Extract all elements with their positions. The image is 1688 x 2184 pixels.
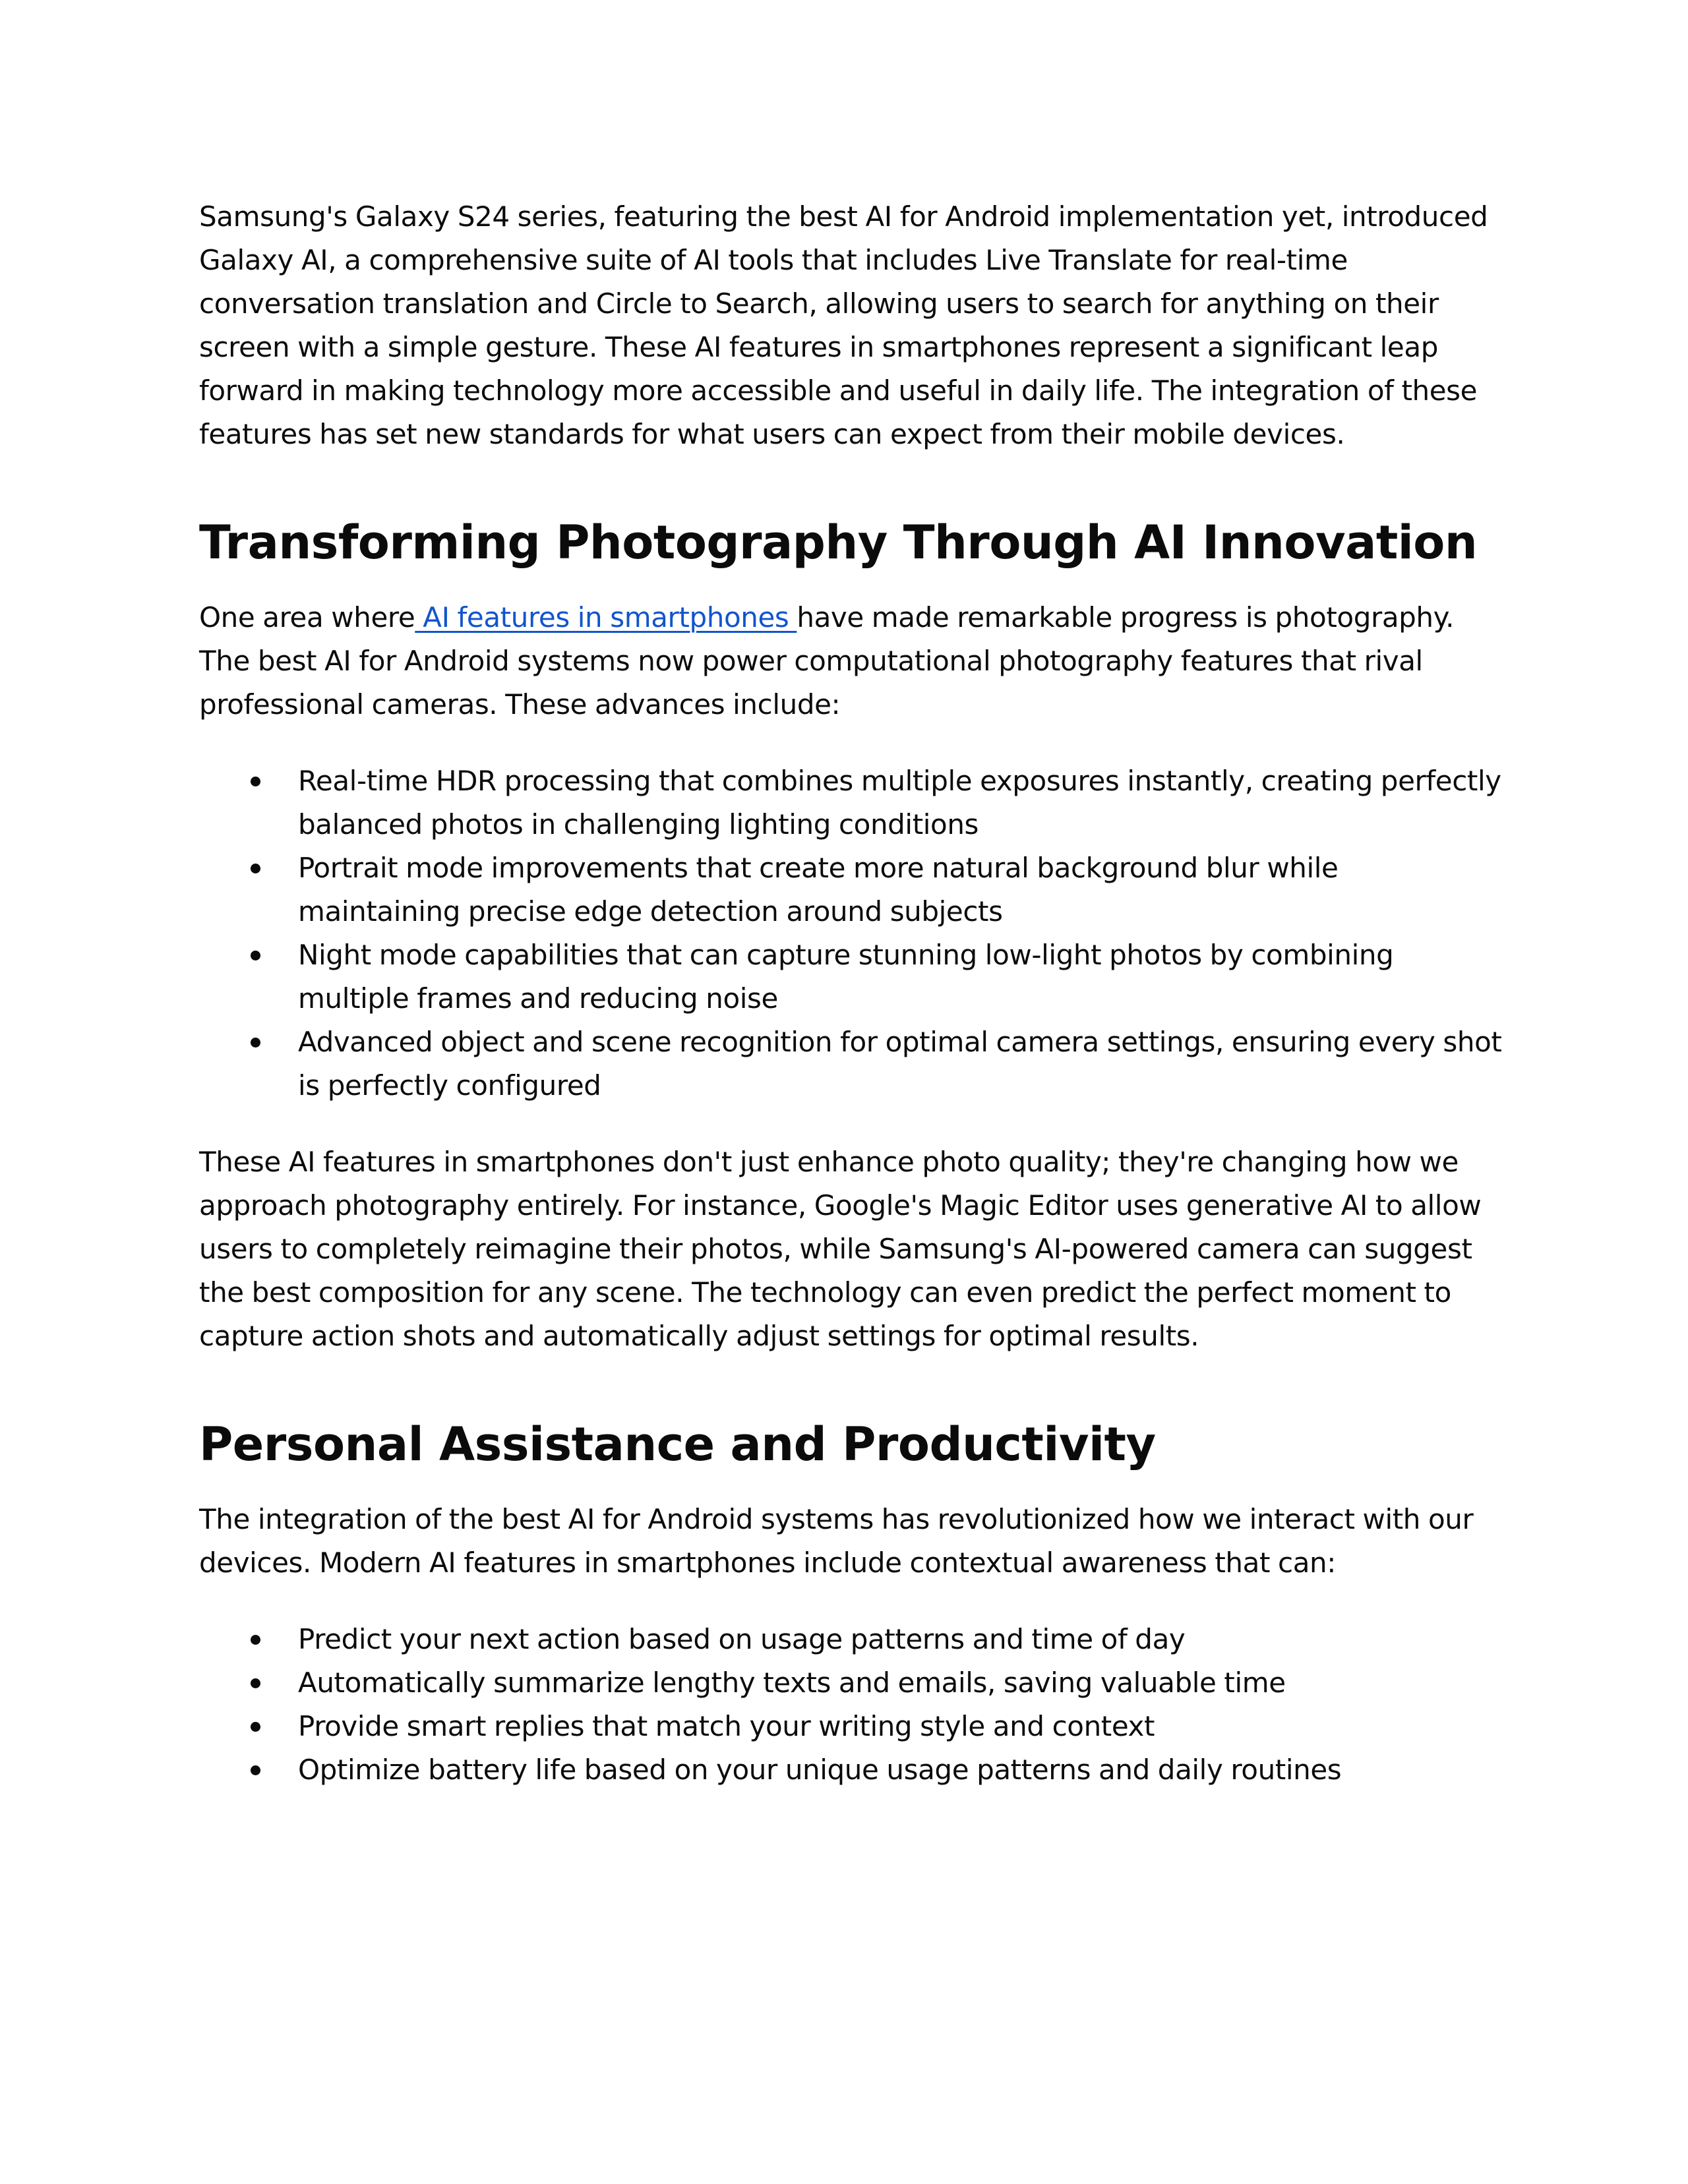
bullet-icon	[251, 951, 260, 960]
list-item	[199, 1748, 1505, 1792]
list-item	[199, 933, 1505, 1020]
bullet-icon	[251, 777, 260, 786]
list-item	[199, 1705, 1505, 1748]
intro-paragraph: Samsung's Galaxy S24 series, featuring the best AI for Android implementation yet, introduced Galaxy AI, a comprehensive suite of AI tools that includes Live Translate for real-time conversation translation and Circle to Search, allowing users to search for anything on their screen with a simple gesture. These AI features in smartphones represent a significant leap forward in making technology more accessible and useful in daily life. The integration of these features has set new standards for what users can expect from their mobile devices.	[199, 200, 1488, 450]
bullet-icon	[251, 1038, 260, 1048]
bullet-icon	[251, 864, 260, 873]
list-item-text: Night mode capabilities that can capture stunning low-light photos by combining multiple frames and reducing noise	[298, 939, 1394, 1015]
list-item	[199, 846, 1505, 933]
photography-intro-text-before-link: One area where	[199, 601, 415, 634]
list-item	[199, 1661, 1505, 1705]
list-item-text: Portrait mode improvements that create more natural background blur while maintaining precise edge detection around subjects	[298, 852, 1339, 928]
list-item	[199, 1020, 1505, 1107]
list-item	[199, 1618, 1505, 1661]
list-item-text: Real-time HDR processing that combines multiple exposures instantly, creating perfectly balanced photos in challenging lighting conditions	[298, 765, 1501, 841]
list-item-text: Optimize battery life based on your unique usage patterns and daily routines	[298, 1754, 1342, 1786]
section-heading-productivity: Personal Assistance and Productivity	[199, 1417, 1156, 1471]
list-item-text: Automatically summarize lengthy texts and emails, saving valuable time	[298, 1667, 1286, 1699]
list-item	[199, 759, 1505, 846]
bullet-icon	[251, 1678, 260, 1688]
productivity-bullet-list	[199, 1618, 1505, 1792]
list-item-text: Advanced object and scene recognition for optimal camera settings, ensuring every shot is perfectly configured	[298, 1026, 1502, 1102]
productivity-intro-paragraph: The integration of the best AI for Android systems has revolutionized how we interact with our devices. Modern AI features in smartphones include contextual awareness that can:	[199, 1503, 1474, 1579]
bullet-icon	[251, 1722, 260, 1732]
photography-bullet-list	[199, 759, 1505, 1107]
document-page	[199, 195, 1505, 1792]
photography-intro-paragraph	[199, 596, 1505, 726]
section-heading-photography: Transforming Photography Through AI Innovation	[199, 516, 1478, 570]
bullet-icon	[251, 1765, 260, 1775]
ai-features-link[interactable]: AI features in smartphones	[415, 601, 797, 634]
photography-closing-paragraph: These AI features in smartphones don't just enhance photo quality; they're changing how we approach photography entirely. For instance, Google's Magic Editor uses generative AI to allow users to completely reimagine their photos, while Samsung's AI-powered camera can suggest the best composition for any scene. The technology can even predict the perfect moment to capture action shots and automatically adjust settings for optimal results.	[199, 1146, 1482, 1352]
photography-intro-text-after-link: have made remarkable progress is photography. The best AI for Android systems now power computational photography features that rival professional cameras. These advances include:	[199, 601, 1455, 721]
list-item-text: Predict your next action based on usage patterns and time of day	[298, 1623, 1186, 1655]
bullet-icon	[251, 1635, 260, 1645]
list-item-text: Provide smart replies that match your writing style and context	[298, 1710, 1155, 1742]
